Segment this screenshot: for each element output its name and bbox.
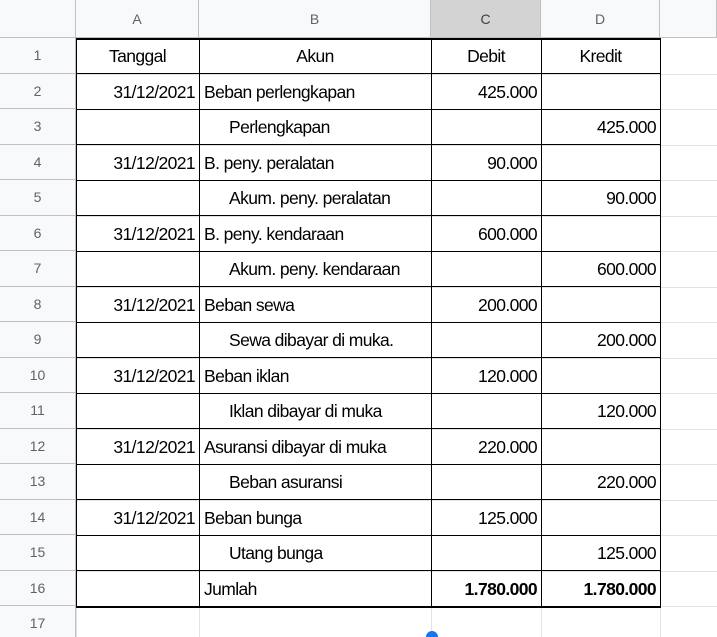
column-header-a[interactable]: A — [76, 0, 199, 38]
cell-a3[interactable] — [76, 109, 199, 145]
cell-b11[interactable]: Iklan dibayar di muka — [229, 401, 382, 421]
cell-c5[interactable] — [431, 180, 541, 216]
cell-d7[interactable]: 600.000 — [596, 259, 656, 279]
row-header-9[interactable]: 9 — [0, 322, 76, 358]
table-border-vertical — [660, 38, 662, 607]
row-header-10[interactable]: 10 — [0, 358, 76, 394]
row-header-3[interactable]: 3 — [0, 109, 76, 145]
column-header-b[interactable]: B — [199, 0, 431, 38]
cell-d2[interactable] — [541, 74, 660, 110]
cell-c4[interactable]: 90.000 — [487, 152, 537, 173]
cell-c1[interactable]: Debit — [467, 46, 505, 66]
table-border-horizontal — [76, 322, 661, 323]
cell-b17[interactable] — [199, 606, 431, 637]
cell-b13[interactable]: Beban asuransi — [229, 472, 343, 492]
cell-b1[interactable]: Akun — [296, 46, 334, 66]
cell-a14[interactable]: 31/12/2021 — [113, 507, 195, 528]
cell-a17[interactable] — [76, 606, 199, 637]
table-border-horizontal — [76, 38, 661, 40]
cell-d3[interactable]: 425.000 — [596, 117, 656, 137]
row-header-5[interactable]: 5 — [0, 180, 76, 216]
table-border-horizontal — [76, 570, 661, 571]
table-border-horizontal — [76, 535, 661, 536]
table-border-vertical — [431, 38, 433, 607]
table-border-vertical — [199, 38, 201, 607]
table-border-horizontal — [76, 464, 661, 465]
table-border-horizontal — [76, 357, 661, 358]
table-border-horizontal — [76, 109, 661, 110]
cell-c6[interactable]: 600.000 — [477, 223, 537, 244]
cell-d6[interactable] — [541, 216, 660, 252]
cell-a9[interactable] — [76, 322, 199, 358]
row-header-4[interactable]: 4 — [0, 145, 76, 181]
cell-c15[interactable] — [431, 535, 541, 571]
cell-d17[interactable] — [541, 606, 660, 637]
select-all-corner[interactable] — [0, 0, 76, 38]
cell-c12[interactable]: 220.000 — [477, 436, 537, 457]
selection-fill-handle[interactable] — [426, 631, 438, 637]
cell-c8[interactable]: 200.000 — [477, 294, 537, 315]
cell-c14[interactable]: 125.000 — [477, 507, 537, 528]
cell-a7[interactable] — [76, 251, 199, 287]
cell-b14[interactable]: Beban bunga — [204, 507, 302, 528]
column-header-d[interactable]: D — [541, 0, 660, 38]
table-border-horizontal — [76, 286, 661, 287]
cell-b6[interactable]: B. peny. kendaraan — [204, 223, 344, 244]
cell-d9[interactable]: 200.000 — [596, 330, 656, 350]
cell-c16[interactable]: 1.780.000 — [464, 578, 537, 599]
row-header-15[interactable]: 15 — [0, 535, 76, 571]
row-header-17[interactable]: 17 — [0, 606, 76, 637]
cell-d12[interactable] — [541, 429, 660, 465]
cell-d1[interactable]: Kredit — [579, 46, 622, 66]
cell-d4[interactable] — [541, 145, 660, 181]
column-header-c[interactable]: C — [431, 0, 541, 38]
cell-c13[interactable] — [431, 464, 541, 500]
cell-b8[interactable]: Beban sewa — [204, 294, 295, 315]
table-border-horizontal — [76, 215, 661, 216]
cell-b4[interactable]: B. peny. peralatan — [204, 152, 334, 173]
cell-c17[interactable] — [431, 606, 541, 637]
cell-c9[interactable] — [431, 322, 541, 358]
table-border-horizontal — [76, 606, 661, 608]
column-header-e[interactable] — [660, 0, 717, 38]
cell-c3[interactable] — [431, 109, 541, 145]
cell-a13[interactable] — [76, 464, 199, 500]
row-header-6[interactable]: 6 — [0, 216, 76, 252]
row-header-16[interactable]: 16 — [0, 571, 76, 607]
cell-a4[interactable]: 31/12/2021 — [113, 152, 195, 173]
cell-c10[interactable]: 120.000 — [477, 365, 537, 386]
cell-a1[interactable]: Tanggal — [108, 46, 167, 66]
row-header-2[interactable]: 2 — [0, 74, 76, 110]
cell-c2[interactable]: 425.000 — [477, 81, 537, 102]
cell-a12[interactable]: 31/12/2021 — [113, 436, 195, 457]
table-border-horizontal — [76, 251, 661, 252]
row-header-7[interactable]: 7 — [0, 251, 76, 287]
cell-b16[interactable]: Jumlah — [204, 578, 257, 599]
cell-a10[interactable]: 31/12/2021 — [113, 365, 195, 386]
cell-d16[interactable]: 1.780.000 — [583, 578, 656, 599]
cell-b3[interactable]: Perlengkapan — [229, 117, 330, 137]
table-border-vertical — [76, 38, 78, 607]
row-header-8[interactable]: 8 — [0, 287, 76, 323]
cell-b10[interactable]: Beban iklan — [204, 365, 289, 386]
row-header-11[interactable]: 11 — [0, 393, 76, 429]
cell-d13[interactable]: 220.000 — [596, 472, 656, 492]
table-border-horizontal — [76, 73, 661, 74]
table-border-horizontal — [76, 393, 661, 394]
cell-b9[interactable]: Sewa dibayar di muka. — [229, 330, 394, 350]
cell-b15[interactable]: Utang bunga — [229, 543, 323, 563]
table-border-horizontal — [76, 180, 661, 181]
cell-b12[interactable]: Asuransi dibayar di muka — [204, 436, 387, 457]
row-header-12[interactable]: 12 — [0, 429, 76, 465]
cell-d10[interactable] — [541, 358, 660, 394]
cell-d15[interactable]: 125.000 — [596, 543, 656, 563]
cell-a2[interactable]: 31/12/2021 — [113, 81, 195, 102]
cell-a8[interactable]: 31/12/2021 — [113, 294, 195, 315]
cell-a15[interactable] — [76, 535, 199, 571]
cell-b7[interactable]: Akum. peny. kendaraan — [229, 259, 400, 279]
cell-d11[interactable]: 120.000 — [596, 401, 656, 421]
table-border-horizontal — [76, 144, 661, 145]
row-header-14[interactable]: 14 — [0, 500, 76, 536]
table-border-vertical — [541, 38, 543, 607]
cell-d8[interactable] — [541, 287, 660, 323]
cell-a5[interactable] — [76, 180, 199, 216]
cell-d5[interactable]: 90.000 — [606, 188, 656, 208]
table-border-horizontal — [76, 499, 661, 500]
cell-c7[interactable] — [431, 251, 541, 287]
cell-a6[interactable]: 31/12/2021 — [113, 223, 195, 244]
cell-a16[interactable] — [76, 571, 199, 607]
cell-a11[interactable] — [76, 393, 199, 429]
cell-c11[interactable] — [431, 393, 541, 429]
table-border-horizontal — [76, 428, 661, 429]
row-header-1[interactable]: 1 — [0, 38, 76, 74]
row-header-13[interactable]: 13 — [0, 464, 76, 500]
cell-d14[interactable] — [541, 500, 660, 536]
cell-b2[interactable]: Beban perlengkapan — [204, 81, 355, 102]
cell-b5[interactable]: Akum. peny. peralatan — [229, 188, 391, 208]
